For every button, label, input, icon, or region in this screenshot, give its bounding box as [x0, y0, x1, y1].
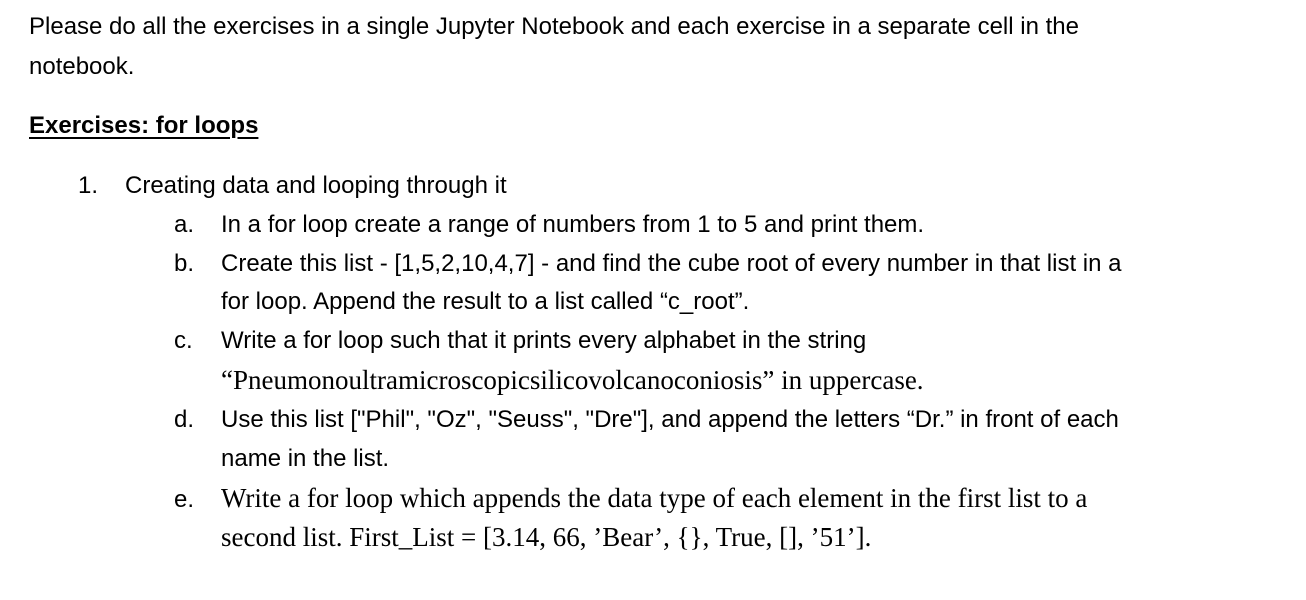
item-marker-e: e. [174, 486, 195, 513]
item-a-line-1: In a for loop create a range of numbers from 1 to 5 and print them. [221, 211, 925, 238]
item-e-line-2: second list. First_List = [3.14, 66, ’Bear’, {}, True, [], ’51’]. [221, 522, 872, 552]
item-marker-c: c. [174, 327, 193, 354]
intro-line-2: notebook. [29, 53, 135, 80]
item-b-line-1: Create this list - [1,5,2,10,4,7] - and find the cube root of every number in that list in a [221, 250, 1122, 277]
section-heading: Exercises: for loops [29, 112, 259, 139]
item-b-line-2: for loop. Append the result to a list called “c_root”. [221, 288, 750, 315]
intro-line-1: Please do all the exercises in a single Jupyter Notebook and each exercise in a separate cell in the [29, 13, 1079, 40]
exercise-number: 1. [78, 172, 99, 199]
item-d-line-2: name in the list. [221, 445, 390, 472]
item-c-line-2: “Pneumonoultramicroscopicsilicovolcanoconiosis” in uppercase. [221, 365, 924, 395]
item-e-line-1: Write a for loop which appends the data type of each element in the first list to a [221, 483, 1088, 513]
item-c-line-1: Write a for loop such that it prints every alphabet in the string [221, 327, 867, 354]
item-marker-a: a. [174, 211, 195, 238]
item-marker-d: d. [174, 406, 195, 433]
item-d-line-1: Use this list ["Phil", "Oz", "Seuss", "Dre"], and append the letters “Dr.” in front of each [221, 406, 1119, 433]
exercise-title: Creating data and looping through it [125, 172, 507, 199]
item-marker-b: b. [174, 250, 195, 277]
